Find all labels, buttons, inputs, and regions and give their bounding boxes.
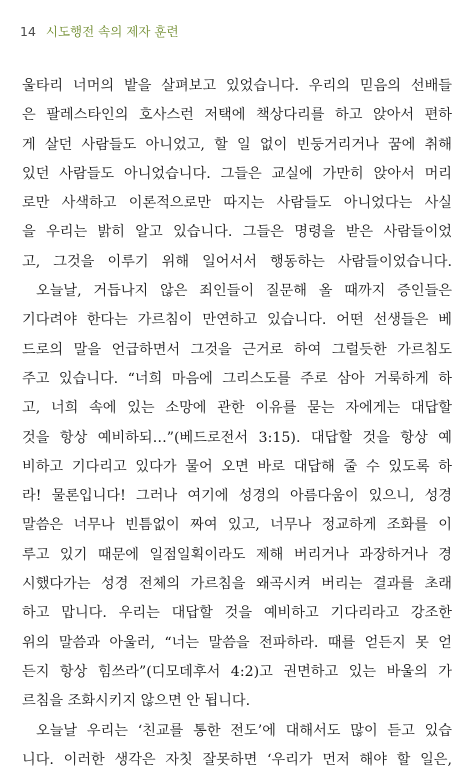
text-line: 주고 있습니다. “너희 마음에 그리스도를 주로 삼아 거룩하게 하: [22, 370, 452, 387]
text-line: 오늘날 우리는 ‘친교를 통한 전도’에 대해서도 많이 듣고 있습: [36, 722, 452, 739]
page-number: 14: [20, 24, 36, 39]
text-line: 기다려야 한다는 가르침이 만연하고 있습니다. 어떤 선생들은 베: [22, 312, 452, 329]
text-line: 든지 항상 힘쓰라”(디모데후서 4:2)고 권면하고 있는 바울의 가: [22, 663, 452, 680]
text-line: 라! 물론입니다! 그러나 여기에 성경의 아름다움이 있으니, 성경: [22, 488, 452, 505]
text-line: 위의 말씀과 아울러, “너는 말씀을 전파하라. 때를 얻든지 못 얻: [22, 634, 452, 651]
text-line: 하고 맙니다. 우리는 대답할 것을 예비하고 기다리라고 강조한: [22, 605, 452, 622]
running-title: 시도행전 속의 제자 훈련: [45, 24, 179, 39]
text-line: 루고 있기 때문에 일점일획이라도 제해 버리거나 과장하거나 경: [22, 546, 452, 563]
text-line: 오늘날, 거듭나지 않은 죄인들이 질문해 올 때까지 증인들은: [36, 283, 452, 300]
text-line: 말씀은 너무나 빈틈없이 짜여 있고, 너무나 정교하게 조화를 이: [22, 517, 452, 534]
text-line: 게 살던 사람들도 아니었고, 할 일 없이 빈둥거리거나 꿈에 취해: [22, 136, 452, 153]
text-line: 시했다가는 성경 전체의 가르침을 왜곡시켜 버리는 결과를 초래: [22, 576, 452, 593]
text-line: 고, 그것을 이루기 위해 일어서서 행동하는 사람들이었습니다.: [22, 253, 452, 270]
text-line: 은 팔레스타인의 호사스런 저택에 책상다리를 하고 앉아서 편하: [22, 107, 452, 124]
text-line: 고, 너희 속에 있는 소망에 관한 이유를 묻는 자에게는 대답할: [22, 400, 452, 417]
text-line: 로만 사색하고 이론적으로만 따지는 사람들도 아니었다는 사실: [22, 195, 452, 212]
text-line: 르침을 조화시키지 않으면 안 됩니다.: [22, 693, 251, 710]
body-text: [22, 72, 452, 775]
text-line: 을 우리는 밝히 알고 있습니다. 그들은 명령을 받은 사람들이었: [22, 224, 452, 241]
text-line: 비하고 기다리고 있다가 물어 오면 바로 대답해 줄 수 있도록 하: [22, 458, 452, 475]
running-header: [20, 22, 179, 40]
text-line: 것을 항상 예비하되…”(베드로전서 3:15). 대답할 것을 항상 예: [22, 429, 452, 446]
text-line: 드로의 말을 언급하면서 그것을 근거로 하여 그럴듯한 가르침도: [22, 341, 452, 358]
text-line: 울타리 너머의 밭을 살펴보고 있었습니다. 우리의 믿음의 선배들: [22, 78, 452, 94]
text-line: 있던 사람들도 아니었습니다. 그들은 교실에 가만히 앉아서 머리: [22, 165, 452, 182]
text-line: 니다. 이러한 생각은 자칫 잘못하면 ‘우리가 먼저 해야 할 일은,: [22, 751, 452, 768]
